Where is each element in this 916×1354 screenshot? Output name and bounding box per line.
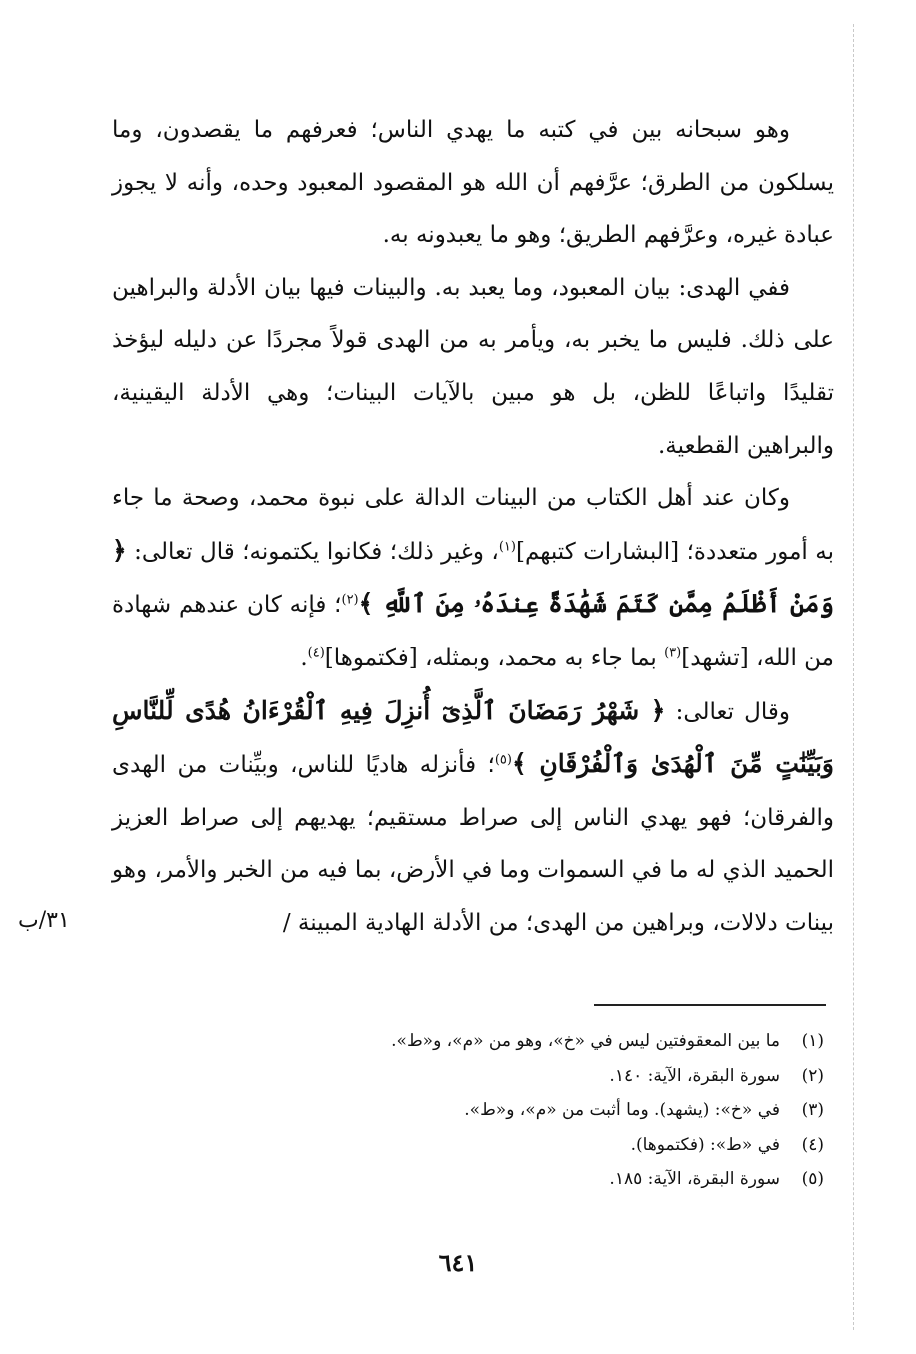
footnotes <box>304 1024 824 1197</box>
footnote-item <box>304 1059 824 1094</box>
footnote-ref: (٣) <box>664 645 682 661</box>
body-paragraph <box>112 685 834 950</box>
page-edge-guide <box>853 24 854 1330</box>
footnote-text: سورة البقرة، الآية: ١٨٥. <box>609 1169 780 1189</box>
footnote-ref: (١) <box>498 539 516 555</box>
body-text: ، وغير ذلك؛ فكانوا يكتمونه؛ قال تعالى: <box>126 538 499 565</box>
footnote-ref: (٤) <box>307 645 325 661</box>
footnote-number: (٣) <box>801 1100 824 1120</box>
footnote-item <box>304 1024 824 1059</box>
footnote-ref: (٥) <box>494 752 512 768</box>
quran-verse: ﴿ شَهْرُ رَمَضَانَ ٱلَّذِىٓ أُنزِلَ فِيهِ ٱلْقُرْءَانُ هُدًى لِّلنَّاسِ وَبَيِّنَٰتٍ مِّنَ ٱلْهُدَىٰ وَٱلْفُرْقَانِ ﴾ <box>112 695 834 779</box>
body-text: وهو سبحانه بين في كتبه ما يهدي الناس؛ فعرفهم ما يقصدون، وما يسلكون من الطرق؛ عرَّفهم أن الله هو المقصود المعبود وحده، وأنه لا يجوز عبادة غيره، وعرَّفهم الطريق؛ وهو ما يعبدونه به. <box>112 117 834 249</box>
body-text: ؛ فإنه كان عندهم شهادة من الله، [تشهد] <box>112 592 834 671</box>
body-text: وقال تعالى: <box>665 698 791 725</box>
footnote-item <box>304 1128 824 1163</box>
body-paragraph <box>112 472 834 684</box>
footnote-number: (١) <box>801 1031 824 1051</box>
body-paragraph <box>112 104 834 262</box>
main-text <box>112 104 834 950</box>
body-text: بما جاء به محمد، وبمثله، [فكتموها] <box>324 644 665 671</box>
footnote-text: في «ط»: (فكتموها). <box>630 1134 780 1155</box>
footnote-text: سورة البقرة، الآية: ١٤٠. <box>609 1065 780 1086</box>
quran-verse: ﴿ وَمَنْ أَظْلَمُ مِمَّن كَتَمَ شَهَٰدَةً عِندَهُۥ مِنَ ٱللَّهِ ﴾ <box>112 535 835 619</box>
footnote-text: في «خ»: (يشهد). وما أثبت من «م»، و«ط». <box>464 1100 780 1120</box>
body-text: وكان عند أهل الكتاب من البينات الدالة على نبوة محمد، وصحة ما جاء به أمور متعددة؛ [البشارات كتبهم] <box>112 485 834 565</box>
page-number: ٦٤١ <box>438 1248 478 1277</box>
footnote-ref: (٢) <box>341 592 359 608</box>
body-paragraph <box>112 262 834 472</box>
body-text: ؛ فأنزله هاديًا للناس، وبيِّنات من الهدى والفرقان؛ فهو يهدي الناس إلى صراط مستقيم؛ يهديهم إلى صراط العزيز الحميد الذي له ما في السموات وما في الأرض، بما فيه من الخبر والأمر، وهو بينات دلالات، وبراهين من الهدى؛ من الأدلة الهادية المبينة / <box>112 752 834 936</box>
footnote-item <box>304 1093 824 1128</box>
footnote-number: (٥) <box>801 1169 824 1189</box>
manuscript-folio-marker: ٣١/ب <box>18 908 70 933</box>
body-text: ففي الهدى: بيان المعبود، وما يعبد به. والبينات فيها بيان الأدلة والبراهين على ذلك. فليس ما يخبر به، ويأمر به من الهدى قولاً مجردًا عن دليله ليؤخذ تقليدًا واتباعًا للظن، بل هو مبين بالآيات البينات؛ وهي الأدلة اليقينية، والبراهين القطعية. <box>112 274 834 459</box>
body-text: . <box>300 644 308 671</box>
footnote-number: (٤) <box>801 1134 824 1155</box>
footnote-text: ما بين المعقوفتين ليس في «خ»، وهو من «م»، و«ط». <box>391 1031 780 1051</box>
footnote-number: (٢) <box>801 1065 824 1086</box>
footnote-separator <box>594 1004 826 1006</box>
footnote-item <box>304 1162 824 1197</box>
